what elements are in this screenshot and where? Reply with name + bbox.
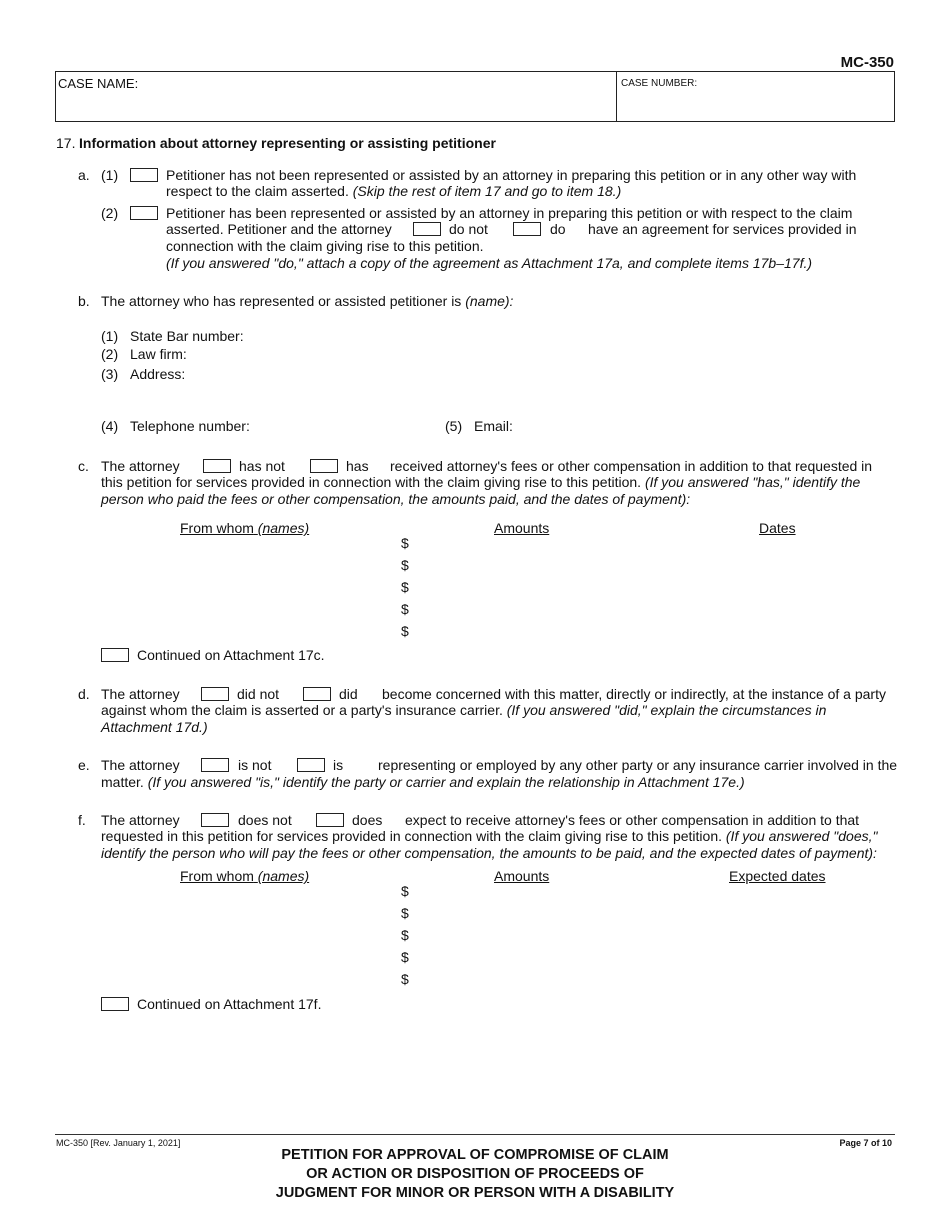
item-a1-number: (1) bbox=[101, 167, 119, 183]
footer-title-line2: OR ACTION OR DISPOSITION OF PROCEEDS OF bbox=[306, 1166, 644, 1182]
item-f-col-from-names: (names) bbox=[257, 868, 310, 884]
footer-page-number: Page 7 of 10 bbox=[839, 1138, 892, 1148]
item-e-isnot-label: is not bbox=[238, 757, 272, 773]
item-c-dollar-5: $ bbox=[401, 623, 409, 639]
item-d-note2: (If you answered "did," explain the circumstances in bbox=[506, 702, 827, 718]
item-f-col-amounts: Amounts bbox=[494, 868, 550, 884]
item-a1-text-cont bbox=[166, 183, 621, 199]
item-c-line2-text: this petition for services provided in connection with the claim giving rise to this petition. bbox=[101, 474, 642, 490]
item-b1-number: (1) bbox=[101, 328, 119, 344]
item-c-col-from-names: (names) bbox=[257, 520, 310, 536]
item-a-letter: a. bbox=[78, 167, 90, 183]
item-c-note2: (If you answered "has," identify the bbox=[644, 474, 861, 490]
item-d-lead: The attorney bbox=[101, 686, 180, 702]
item-d-didnot-checkbox[interactable] bbox=[201, 687, 229, 701]
telephone-label: Telephone number: bbox=[130, 418, 250, 434]
item-f-dollar-1: $ bbox=[401, 883, 409, 899]
item-c-has-checkbox[interactable] bbox=[310, 459, 338, 473]
item-a2-do-label: do bbox=[550, 221, 566, 237]
item-c-dollar-4: $ bbox=[401, 601, 409, 617]
item-a2-text2a: asserted. Petitioner and the attorney bbox=[166, 221, 392, 237]
item-e-line2 bbox=[101, 774, 745, 790]
item-b3-number: (3) bbox=[101, 366, 119, 382]
item-d-letter: d. bbox=[78, 686, 90, 702]
item-d-tail: become concerned with this matter, directly or indirectly, at the instance of a party bbox=[382, 686, 886, 702]
item-a1-text: Petitioner has not been represented or assisted by an attorney in preparing this petition or in any other way with bbox=[166, 167, 857, 183]
item-a1-checkbox[interactable] bbox=[130, 168, 158, 182]
case-name-field[interactable] bbox=[56, 72, 617, 121]
item-a2-note: (If you answered "do," attach a copy of the agreement as Attachment 17a, and complete items 17b–17f.) bbox=[166, 255, 813, 271]
item-a2-checkbox[interactable] bbox=[130, 206, 158, 220]
item-a2-do-checkbox[interactable] bbox=[513, 222, 541, 236]
case-number-label: CASE NUMBER: bbox=[621, 78, 698, 89]
item-f-does-label: does bbox=[352, 812, 383, 828]
item-e-lead: The attorney bbox=[101, 757, 180, 773]
item-e-line2-text: matter. bbox=[101, 774, 144, 790]
item-c-lead: The attorney bbox=[101, 458, 180, 474]
case-number-field[interactable] bbox=[617, 72, 894, 121]
item-c-letter: c. bbox=[78, 458, 89, 474]
item-f-does-checkbox[interactable] bbox=[316, 813, 344, 827]
item-c-hasnot-checkbox[interactable] bbox=[203, 459, 231, 473]
item-b4-number: (4) bbox=[101, 418, 119, 434]
item-d-note3: Attachment 17d.) bbox=[101, 719, 208, 735]
case-name-label: CASE NAME: bbox=[58, 76, 139, 91]
item-d-line2-text: against whom the claim is asserted or a party's insurance carrier. bbox=[101, 702, 503, 718]
item-f-dollar-3: $ bbox=[401, 927, 409, 943]
item-c-col-amounts: Amounts bbox=[494, 520, 550, 536]
item-f-doesnot-label: does not bbox=[238, 812, 292, 828]
item-f-dollar-5: $ bbox=[401, 971, 409, 987]
item-c-note3: person who paid the fees or other compensation, the amounts paid, and the dates of payment): bbox=[101, 491, 691, 507]
item-f-doesnot-checkbox[interactable] bbox=[201, 813, 229, 827]
item-b-name-label: (name): bbox=[465, 293, 514, 309]
item-c-dollar-2: $ bbox=[401, 557, 409, 573]
item-e-note2: (If you answered "is," identify the party or carrier and explain the relationship in Attachment 17e.) bbox=[147, 774, 745, 790]
item-a2-donot-checkbox[interactable] bbox=[413, 222, 441, 236]
item-b-text-line bbox=[101, 293, 513, 309]
item-e-isnot-checkbox[interactable] bbox=[201, 758, 229, 772]
item-f-col-from bbox=[180, 868, 309, 884]
item-f-dollar-4: $ bbox=[401, 949, 409, 965]
item-f-col-from-text: From whom bbox=[180, 868, 254, 884]
footer-title-line3: JUDGMENT FOR MINOR OR PERSON WITH A DISABILITY bbox=[275, 1185, 675, 1201]
item-a2-donot-label: do not bbox=[449, 221, 488, 237]
item-f-continued-checkbox[interactable] bbox=[101, 997, 129, 1011]
item-b5-number: (5) bbox=[445, 418, 463, 434]
email-label: Email: bbox=[474, 418, 513, 434]
item-d-did-label: did bbox=[339, 686, 358, 702]
item-c-dollar-3: $ bbox=[401, 579, 409, 595]
footer-title bbox=[200, 1146, 750, 1203]
item-a2-text3: connection with the claim giving rise to this petition. bbox=[166, 238, 484, 254]
item-f-line2-text: requested in this petition for services provided in connection with the claim giving rise to this petition. bbox=[101, 828, 722, 844]
item-f-dollar-2: $ bbox=[401, 905, 409, 921]
item-e-is-checkbox[interactable] bbox=[297, 758, 325, 772]
item-d-didnot-label: did not bbox=[237, 686, 280, 702]
item-e-is-label: is bbox=[333, 757, 344, 773]
item-f-lead: The attorney bbox=[101, 812, 180, 828]
item-f-note3: identify the person who will pay the fees or other compensation, the amounts to be paid, and the expected dates of payment): bbox=[101, 845, 877, 861]
item-c-dollar-1: $ bbox=[401, 535, 409, 551]
item-f-col-dates: Expected dates bbox=[729, 868, 826, 884]
law-firm-label: Law firm: bbox=[130, 346, 187, 362]
item-d-line2 bbox=[101, 702, 826, 718]
item-f-line2 bbox=[101, 828, 877, 844]
item-f-note2: (If you answered "does," bbox=[725, 828, 878, 844]
item-f-tail: expect to receive attorney's fees or other compensation in addition to that bbox=[405, 812, 860, 828]
item-a2-number: (2) bbox=[101, 205, 119, 221]
footer-title-line1: PETITION FOR APPROVAL OF COMPROMISE OF CLAIM bbox=[281, 1147, 669, 1163]
item-e-tail: representing or employed by any other party or any insurance carrier involved in the bbox=[378, 757, 898, 773]
section-number: 17. bbox=[56, 135, 76, 151]
item-b2-number: (2) bbox=[101, 346, 119, 362]
item-f-continued-label: Continued on Attachment 17f. bbox=[137, 996, 322, 1012]
item-c-continued-label: Continued on Attachment 17c. bbox=[137, 647, 325, 663]
item-c-line2 bbox=[101, 474, 860, 490]
item-b-letter: b. bbox=[78, 293, 90, 309]
item-c-has-label: has bbox=[346, 458, 369, 474]
item-e-letter: e. bbox=[78, 757, 90, 773]
footer-rev: MC-350 [Rev. January 1, 2021] bbox=[56, 1138, 181, 1148]
item-a1-note: (Skip the rest of item 17 and go to item 18.) bbox=[352, 183, 622, 199]
item-c-tail: received attorney's fees or other compensation in addition to that requested in bbox=[390, 458, 873, 474]
item-f-letter: f. bbox=[78, 812, 86, 828]
item-b-text: The attorney who has represented or assisted petitioner is bbox=[101, 293, 462, 309]
item-a1-text2: respect to the claim asserted. bbox=[166, 183, 349, 199]
item-c-col-from bbox=[180, 520, 309, 536]
address-label: Address: bbox=[130, 366, 186, 382]
form-id: MC-350 bbox=[840, 54, 894, 71]
item-c-col-from-text: From whom bbox=[180, 520, 254, 536]
item-d-did-checkbox[interactable] bbox=[303, 687, 331, 701]
item-a2-text2b: have an agreement for services provided in bbox=[588, 221, 857, 237]
state-bar-number-label: State Bar number: bbox=[130, 328, 244, 344]
item-c-hasnot-label: has not bbox=[239, 458, 285, 474]
item-c-col-dates: Dates bbox=[759, 520, 796, 536]
section-title: Information about attorney representing or assisting petitioner bbox=[79, 135, 496, 151]
item-a2-text: Petitioner has been represented or assisted by an attorney in preparing this petition or with respect to the claim bbox=[166, 205, 853, 221]
item-c-continued-checkbox[interactable] bbox=[101, 648, 129, 662]
footer-rule bbox=[55, 1134, 895, 1135]
case-header-box bbox=[55, 71, 895, 122]
